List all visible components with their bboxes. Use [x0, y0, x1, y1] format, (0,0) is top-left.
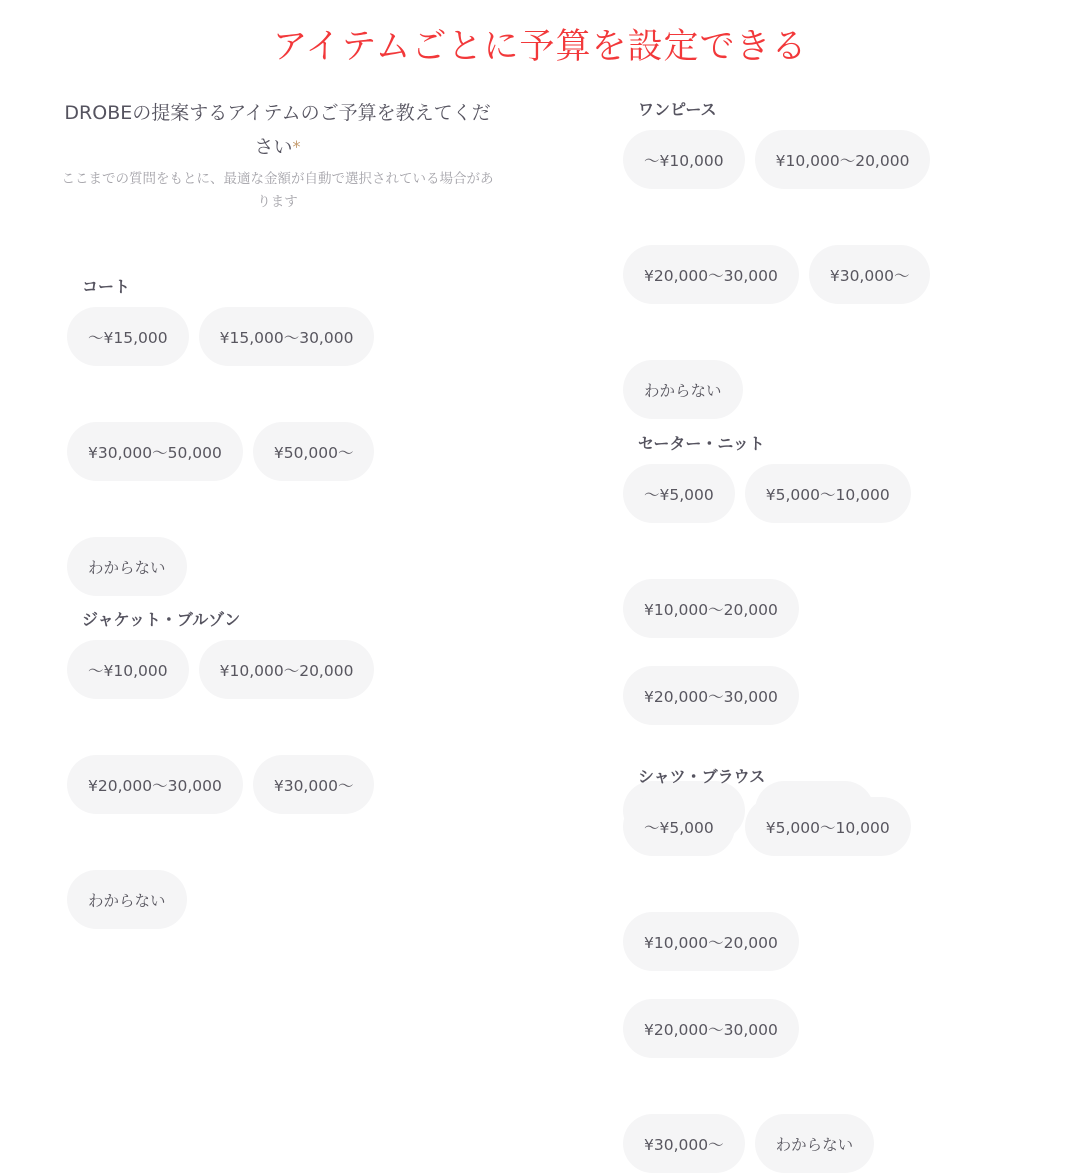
section-jacket [67, 609, 427, 929]
budget-option[interactable]: ¥20,000～30,000 [623, 999, 799, 1058]
budget-option-unknown[interactable]: わからない [67, 870, 187, 929]
budget-option[interactable]: ¥15,000～30,000 [199, 307, 375, 366]
promo-banner-title: アイテムごとに予算を設定できる [272, 27, 808, 67]
budget-option[interactable]: ¥50,000～ [253, 422, 375, 481]
budget-option[interactable]: ¥30,000～50,000 [67, 422, 243, 481]
budget-option[interactable]: ～¥10,000 [67, 640, 189, 699]
budget-option[interactable]: ¥5,000～10,000 [745, 464, 911, 523]
budget-option[interactable]: ¥30,000～ [253, 755, 375, 814]
section-label: ジャケット・ブルゾン [82, 610, 241, 629]
section-label: ワンピース [638, 100, 717, 119]
question-title-text: DROBEの提案するアイテムのご予算を教えてください [64, 102, 491, 158]
budget-option[interactable]: ¥10,000～20,000 [755, 130, 931, 189]
budget-option[interactable]: ¥30,000～ [809, 245, 931, 304]
budget-option[interactable]: ¥10,000～20,000 [199, 640, 375, 699]
section-label: シャツ・ブラウス [638, 767, 766, 786]
budget-option[interactable]: ¥20,000～30,000 [67, 755, 243, 814]
budget-option-unknown[interactable]: わからない [623, 360, 743, 419]
option-group-shirt [623, 797, 983, 1173]
question-subtitle: ここまでの質問をもとに、最適な金額が自動で選択されている場合があります [61, 171, 494, 210]
budget-option[interactable]: ～¥5,000 [623, 464, 735, 523]
section-label: コート [82, 277, 131, 296]
budget-option[interactable]: ¥20,000～30,000 [623, 666, 799, 725]
section-shirt [623, 766, 983, 1173]
section-label: セーター・ニット [638, 434, 765, 453]
question-title [60, 96, 495, 164]
option-group-jacket [67, 640, 427, 929]
budget-option-unknown[interactable]: わからない [67, 537, 187, 596]
budget-question [60, 96, 495, 214]
budget-option[interactable]: ～¥5,000 [623, 797, 735, 856]
required-mark: * [292, 137, 301, 156]
option-group-coat [67, 307, 427, 596]
section-onepiece [623, 99, 983, 419]
budget-option[interactable]: ¥10,000～20,000 [623, 579, 799, 638]
budget-option-unknown[interactable]: わからない [755, 1114, 875, 1173]
budget-option[interactable]: ¥5,000～10,000 [745, 797, 911, 856]
budget-option[interactable]: ¥30,000～ [623, 1114, 745, 1173]
budget-option[interactable]: ～¥15,000 [67, 307, 189, 366]
budget-option[interactable]: ¥10,000～20,000 [623, 912, 799, 971]
budget-option[interactable]: ¥20,000～30,000 [623, 245, 799, 304]
option-group-onepiece [623, 130, 983, 419]
section-coat [67, 276, 427, 596]
budget-option[interactable]: ～¥10,000 [623, 130, 745, 189]
